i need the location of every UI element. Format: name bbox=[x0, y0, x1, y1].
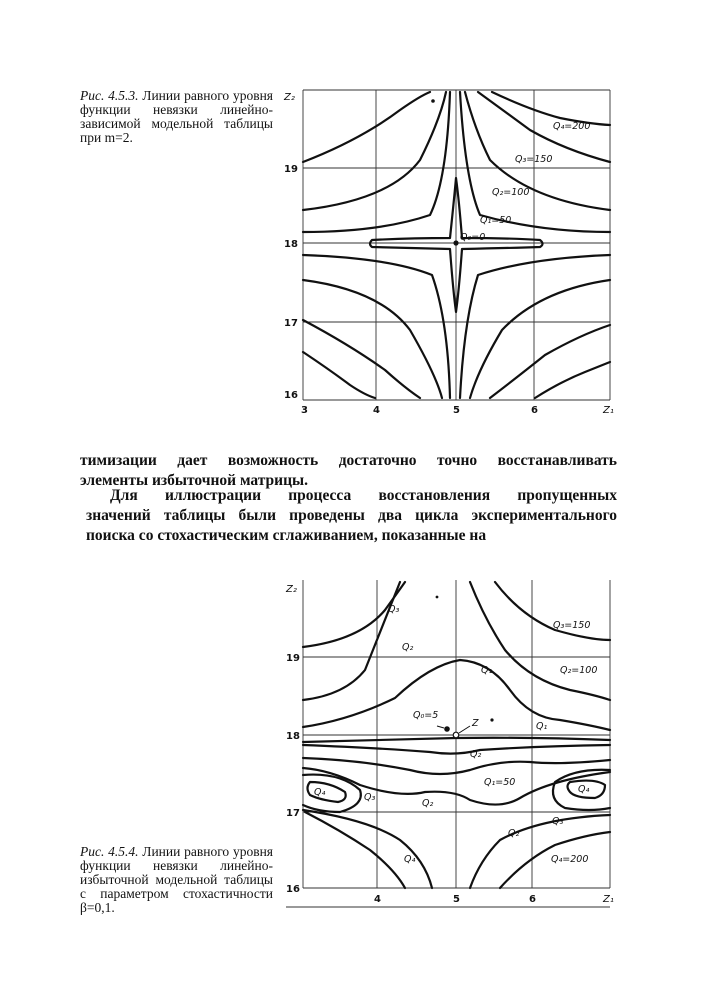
fig2-label-q3-top: Q₃ bbox=[388, 604, 400, 615]
fig2-label-q4-right: Q₄ bbox=[578, 784, 590, 795]
fig2-y-tick-19: 19 bbox=[286, 653, 300, 664]
figure-caption-1-text: Линии равного уровня функции невязки линейно-зависимой модельной таблицы при m=2. bbox=[80, 88, 273, 145]
fig2-q0-point bbox=[444, 726, 450, 732]
figure-caption-2 bbox=[80, 845, 273, 915]
fig2-z-point bbox=[453, 732, 459, 738]
figure-caption-2-label: Рис. 4.5.4. bbox=[80, 844, 139, 859]
fig2-label-q2-left: Q₂ bbox=[422, 798, 434, 809]
body-text-line-2: элементы избыточной матрицы. bbox=[80, 472, 309, 489]
fig1-y-tick-16: 16 bbox=[284, 390, 298, 401]
fig2-x-tick-6: 6 bbox=[529, 894, 536, 905]
fig2-y-tick-18: 18 bbox=[286, 731, 300, 742]
body-text-line-1: тимизации дает возможность достаточно точно восстанавливать bbox=[80, 452, 617, 469]
fig1-label-q3: Q₃=150 bbox=[515, 154, 553, 165]
fig2-y-axis-label: Z₂ bbox=[286, 584, 297, 595]
fig2-label-q3-right: Q₃ bbox=[552, 816, 564, 827]
fig2-q2-upper-right bbox=[470, 582, 610, 700]
fig2-q0-leader bbox=[437, 726, 444, 728]
fig2-q4-lower-left bbox=[305, 812, 405, 888]
fig2-q1-lower-line bbox=[303, 738, 610, 742]
fig2-q1-lower-band bbox=[303, 758, 610, 774]
fig2-q3-upper-right bbox=[495, 582, 610, 640]
body-text-line-3: Для иллюстрации процесса восстановления пропущенных bbox=[110, 487, 617, 504]
fig1-label-q2: Q₂=100 bbox=[492, 187, 530, 198]
fig1-x-tick-5: 5 bbox=[453, 405, 460, 416]
fig1-label-q0: Q₀=0 bbox=[460, 232, 486, 243]
fig2-label-q2-100: Q₂=100 bbox=[560, 665, 598, 676]
fig2-label-q3-150: Q₃=150 bbox=[553, 620, 591, 631]
fig2-label-q0: Q₀=5 bbox=[413, 710, 439, 721]
fig2-label-q4-bottom: Q₄ bbox=[404, 854, 416, 865]
fig2-x-tick-5: 5 bbox=[453, 894, 460, 905]
fig1-y-tick-19: 19 bbox=[284, 164, 298, 175]
body-text-line-4: значений таблицы были проведены два цикла экспериментального bbox=[86, 507, 617, 524]
figure-caption-1-label: Рис. 4.5.3. bbox=[80, 88, 139, 103]
fig2-speck-2 bbox=[436, 596, 439, 599]
fig2-z-leader bbox=[459, 726, 470, 733]
figure-caption-2-text: Линии равного уровня функции невязки линейно-избыточной модельной таблицы с параметром стохастичности β=0,1. bbox=[80, 844, 273, 915]
fig2-label-q1-50: Q₁=50 bbox=[484, 777, 516, 788]
fig2-speck-1 bbox=[490, 718, 493, 721]
fig2-y-tick-17: 17 bbox=[286, 808, 300, 819]
fig1-x-tick-3: 3 bbox=[301, 405, 308, 416]
fig2-q2-lower-right bbox=[470, 815, 610, 888]
fig2-y-tick-16: 16 bbox=[286, 884, 300, 895]
fig1-y-tick-18: 18 bbox=[284, 239, 298, 250]
body-text-line-5: поиска со стохастическим сглаживанием, показанные на bbox=[86, 527, 487, 544]
fig2-label-q2-mid: Q₂ bbox=[470, 749, 482, 760]
fig1-label-q1: Q₁=50 bbox=[480, 215, 512, 226]
fig1-y-axis-label: Z₂ bbox=[284, 92, 295, 103]
fig2-q2-lower-band bbox=[303, 745, 610, 754]
fig2-label-q1-right: Q₁ bbox=[536, 721, 548, 732]
fig2-q2-upper-left bbox=[303, 582, 400, 700]
fig1-y-tick-17: 17 bbox=[284, 318, 298, 329]
fig1-label-q4: Q₄=200 bbox=[553, 121, 591, 132]
fig2-label-q4-200: Q₄=200 bbox=[551, 854, 589, 865]
fig2-x-tick-4: 4 bbox=[374, 894, 381, 905]
fig2-label-q2-top: Q₂ bbox=[402, 642, 414, 653]
fig2-label-q2-right: Q₂ bbox=[508, 828, 520, 839]
fig2-label-q1-top: Q₁ bbox=[481, 665, 493, 676]
fig2-x-axis-label: Z₁ bbox=[603, 894, 614, 905]
fig1-x-tick-4: 4 bbox=[373, 405, 380, 416]
fig1-x-axis-label: Z₁ bbox=[603, 405, 614, 416]
fig2-label-z: Z bbox=[472, 718, 479, 729]
fig1-x-tick-6: 6 bbox=[531, 405, 538, 416]
fig2-label-q3-left: Q₃ bbox=[364, 792, 376, 803]
fig2-label-q4-left: Q₄ bbox=[314, 787, 326, 798]
